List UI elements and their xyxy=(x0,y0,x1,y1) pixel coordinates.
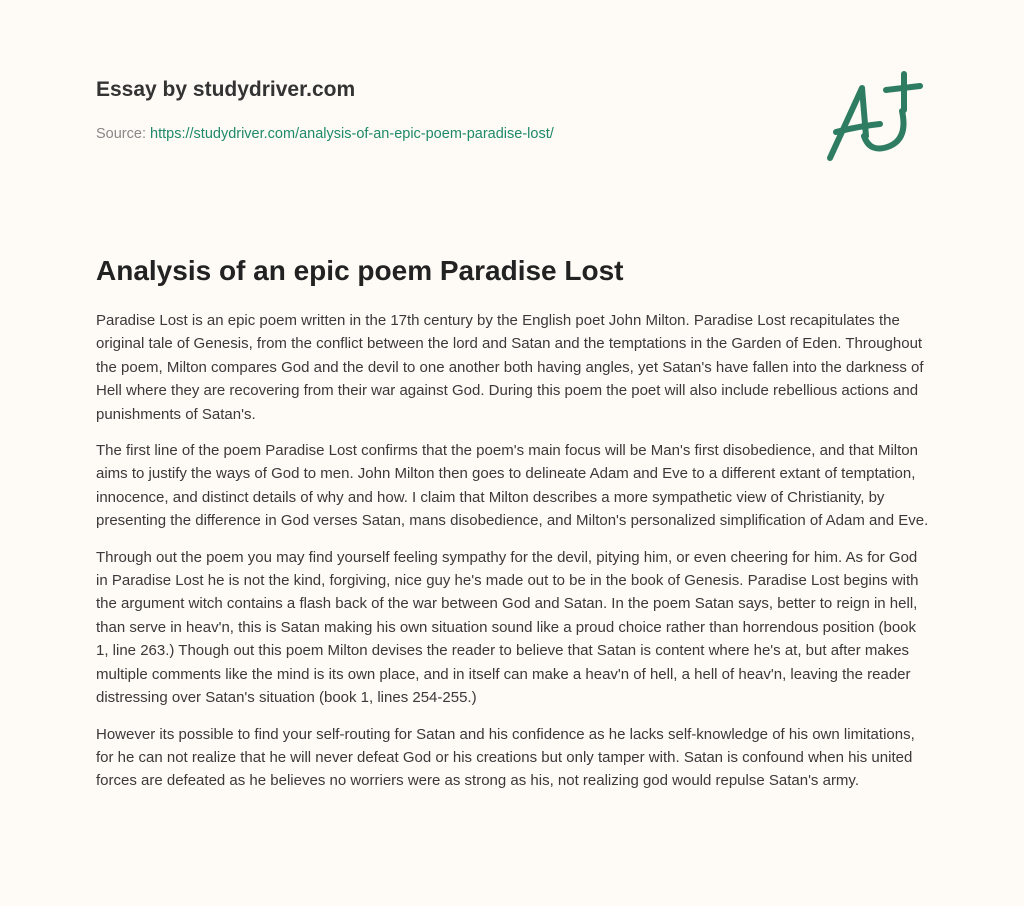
paragraph: Through out the poem you may find yourself feeling sympathy for the devil, pitying him, or even cheering for him. As for God in Paradise Lost he is not the kind, forgiving, nice guy he's made out to be in the book of Genesis. Paradise Lost begins with the argument witch contains a flash back of the war between God and Satan. In the poem Satan says, better to reign in hell, than serve in heav'n, this is Satan making his own situation sound like a proud choice rather than horrendous position (book 1, line 263.) Though out this poem Milton devises the reader to believe that Satan is content where he's at, but after makes multiple comments like the mind is its own place, and in itself can make a heav'n of hell, a hell of heav'n, leaving the reader distressing over Satan's situation (book 1, lines 254-255.) xyxy=(96,548,919,707)
article-title: Analysis of an epic poem Paradise Lost xyxy=(96,255,624,286)
source-label: Source: xyxy=(96,126,146,142)
source-line xyxy=(96,126,554,142)
source-link[interactable]: https://studydriver.com/analysis-of-an-epic-poem-paradise-lost/ xyxy=(150,126,554,142)
a-plus-logo-icon xyxy=(820,66,935,166)
site-title: Essay by studydriver.com xyxy=(96,78,356,101)
paragraph: The first line of the poem Paradise Lost confirms that the poem's main focus will be Man's first disobedience, and that Milton aims to justify the ways of God to men. John Milton then goes to delineate Adam and Eve to a different extant of temptation, innocence, and distinct details of why and how. I claim that Milton describes a more sympathetic view of Christianity, by presenting the difference in God verses Satan, mans disobedience, and Milton's personalized simplification of Adam and Eve. xyxy=(96,442,929,530)
essay-header xyxy=(96,78,554,142)
paragraph: However its possible to find your self-routing for Satan and his confidence as he lacks self-knowledge of his own limitations, for he can not realize that he will never defeat God or his creations but only tamper with. Satan is confound when his united forces are defeated as he believes no worriers were as strong as his, not realizing god would repulse Satan's army. xyxy=(96,725,915,790)
article xyxy=(96,255,932,806)
paragraph: Paradise Lost is an epic poem written in the 17th century by the English poet John Milton. Paradise Lost recapitulates the original tale of Genesis, from the conflict between the lord and Satan and the temptations in the Garden of Eden. Throughout the poem, Milton compares God and the devil to one another both having angles, yet Satan's have fallen into the darkness of Hell where they are recovering from their war against God. During this poem the poet will also include rebellious actions and punishments of Satan's. xyxy=(96,312,924,423)
